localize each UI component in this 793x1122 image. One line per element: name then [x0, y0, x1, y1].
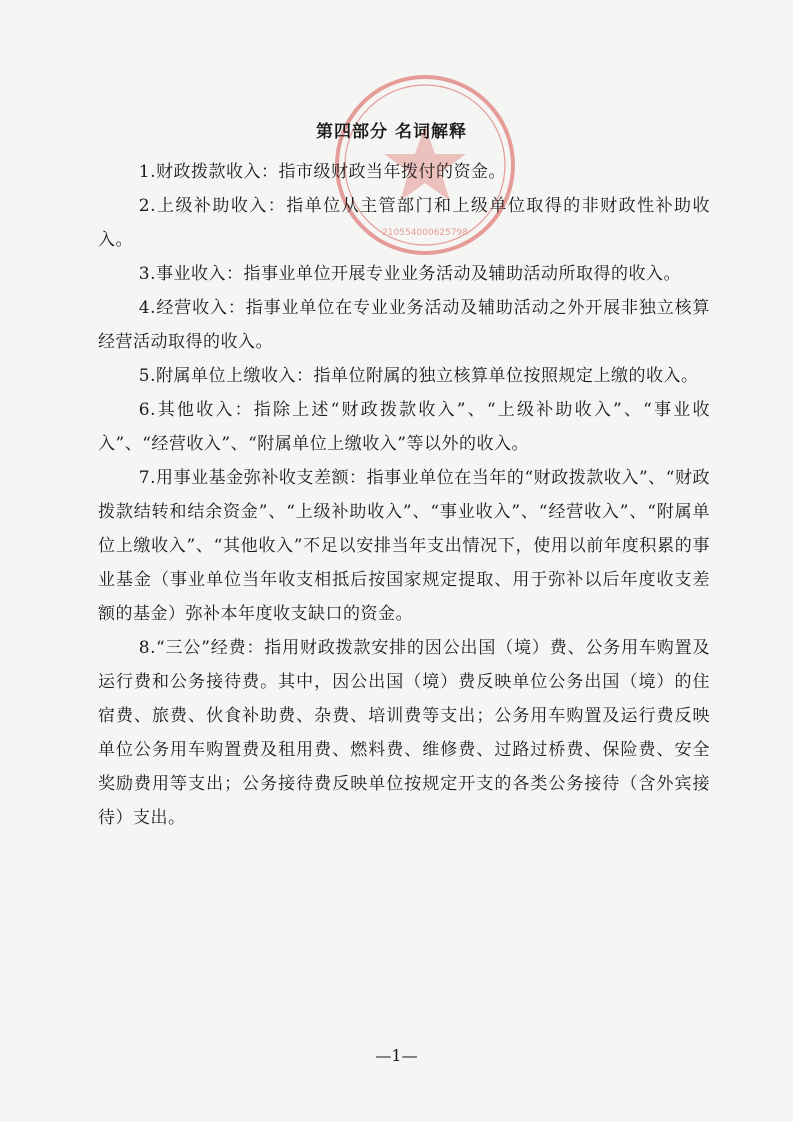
definition-paragraph: 8.“三公”经费：指用财政拨款安排的因公出国（境）费、公务用车购置及运行费和公务接待费。其中，因公出国（境）费反映单位公务出国（境）的住宿费、旅费、伙食补助费、杂费、培训费等支出；公务用车购置及运行费反映单位公务用车购置费及租用费、燃料费、维修费、过路过桥费、保险费、安全奖励费用等支出；公务接待费反映单位按规定开支的各类公务接待（含外宾接待）支出。 [98, 638, 710, 828]
document-body [98, 155, 710, 835]
seal-code: 210554000625798 [382, 228, 468, 238]
definition-paragraph: 2.上级补助收入：指单位从主管部门和上级单位取得的非财政性补助收入。 [98, 196, 710, 250]
definition-paragraph: 6.其他收入：指除上述“财政拨款收入”、“上级补助收入”、“事业收入”、“经营收入”、“附属单位上缴收入”等以外的收入。 [98, 400, 710, 454]
page-number: —1— [375, 1046, 418, 1065]
definition-paragraph: 7.用事业基金弥补收支差额：指事业单位在当年的“财政拨款收入”、“财政拨款结转和结余资金”、“上级补助收入”、“事业收入”、“经营收入”、“附属单位上缴收入”、“其他收入”不足以安排当年支出情况下，使用以前年度积累的事业基金（事业单位当年收支相抵后按国家规定提取、用于弥补以后年度收支差额的基金）弥补本年度收支缺口的资金。 [98, 468, 710, 624]
definition-paragraph: 1.财政拨款收入：指市级财政当年拨付的资金。 [138, 162, 507, 182]
page-title: 第四部分 名词解释 [316, 122, 467, 142]
definition-paragraph: 5.附属单位上缴收入：指单位附属的独立核算单位按照规定上缴的收入。 [138, 366, 699, 386]
definition-paragraph: 3.事业收入：指事业单位开展专业业务活动及辅助活动所取得的收入。 [138, 264, 682, 284]
definition-paragraph: 4.经营收入：指事业单位在专业业务活动及辅助活动之外开展非独立核算经营活动取得的收入。 [98, 298, 710, 352]
